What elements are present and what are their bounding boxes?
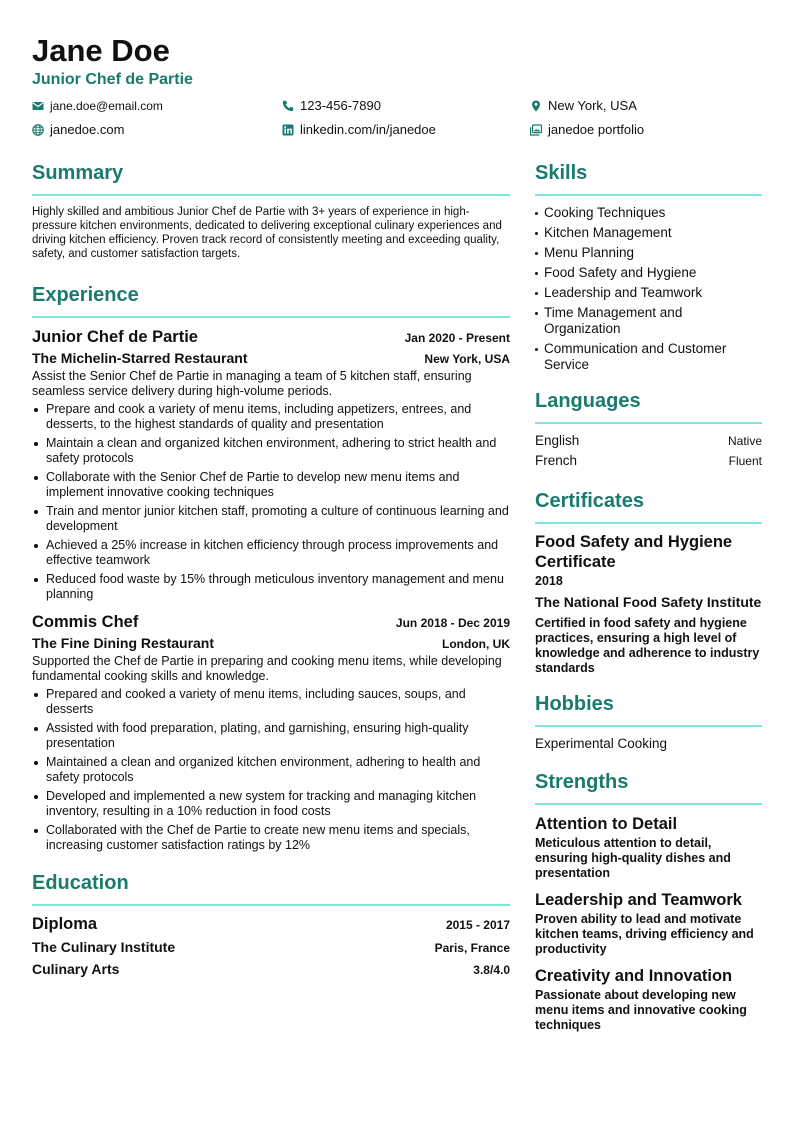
portfolio-icon xyxy=(530,124,542,136)
strength-description: Passionate about developing new menu items and innovative cooking techniques xyxy=(535,988,747,1032)
strength-title: Leadership and Teamwork xyxy=(535,891,742,909)
certificate-description: Certified in food safety and hygiene practices, ensuring a high level of knowledge and adherence to industry standards xyxy=(535,616,760,675)
education-location: Paris, France xyxy=(434,941,510,955)
website-text: janedoe.com xyxy=(50,122,125,137)
summary-section xyxy=(32,159,510,261)
envelope-icon xyxy=(32,100,44,112)
language-name: English xyxy=(535,433,580,448)
job-bullets xyxy=(32,402,510,602)
certificate-name: Food Safety and Hygiene Certificate xyxy=(535,533,733,571)
candidate-title: Junior Chef de Partie xyxy=(32,71,193,88)
education-school: The Culinary Institute xyxy=(32,939,176,955)
location-text: New York, USA xyxy=(548,98,637,113)
job-bullet: Maintained a clean and organized kitchen environment, adhering to health and safety protocols xyxy=(32,755,510,785)
contact-portfolio[interactable] xyxy=(530,122,644,138)
language-name: French xyxy=(535,453,578,468)
contact-website[interactable] xyxy=(32,122,124,138)
summary-heading: Summary xyxy=(32,159,510,196)
job-bullet: Assisted with food preparation, plating, and garnishing, ensuring high-quality presentation xyxy=(32,721,510,751)
languages-heading: Languages xyxy=(535,387,762,424)
summary-text: Highly skilled and ambitious Junior Chef de Partie with 3+ years of experience in high-pressure kitchen environments, dedicated to delivering exceptional culinary experiences and driving kitchen efficiency. Proven track record of consistently meeting and exceeding quality, safety, and customer satisfaction targets. xyxy=(32,206,502,260)
skill-item: Food Safety and Hygiene xyxy=(535,265,762,281)
certificates-section xyxy=(535,487,762,676)
job-dates: Jan 2020 - Present xyxy=(404,331,510,345)
job-location: New York, USA xyxy=(424,352,510,366)
certificate-year: 2018 xyxy=(535,574,563,588)
language-level: Fluent xyxy=(728,454,762,468)
hobbies-heading: Hobbies xyxy=(535,690,762,727)
portfolio-text: janedoe portfolio xyxy=(548,122,645,137)
skill-item: Leadership and Teamwork xyxy=(535,285,762,301)
job-bullet: Train and mentor junior kitchen staff, promoting a culture of continuous learning and development xyxy=(32,504,510,534)
strength-description: Meticulous attention to detail, ensuring high-quality dishes and presentation xyxy=(535,836,731,880)
strength-item xyxy=(535,966,762,1033)
skills-list xyxy=(535,205,762,373)
right-column xyxy=(535,159,762,1033)
strength-title: Creativity and Innovation xyxy=(535,967,733,985)
phone-icon xyxy=(282,100,294,112)
education-gpa: 3.8/4.0 xyxy=(473,963,510,977)
job-bullet: Collaborated with the Chef de Partie to create new menu items and specials, increasing customer satisfaction ratings by 12% xyxy=(32,823,510,853)
education-field: Culinary Arts xyxy=(32,961,120,977)
skills-section xyxy=(535,159,762,373)
contact-location xyxy=(530,98,637,114)
strength-description: Proven ability to lead and motivate kitchen teams, driving efficiency and productivity xyxy=(535,912,754,956)
contact-linkedin[interactable] xyxy=(282,122,436,138)
strengths-heading: Strengths xyxy=(535,768,762,805)
job-title: Commis Chef xyxy=(32,613,139,631)
hobbies-section xyxy=(535,690,762,752)
certificate-issuer: The National Food Safety Institute xyxy=(535,594,762,610)
candidate-name: Jane Doe xyxy=(32,33,170,68)
skill-item: Cooking Techniques xyxy=(535,205,762,221)
skill-item: Time Management and Organization xyxy=(535,305,762,337)
strengths-section xyxy=(535,768,762,1033)
skill-item: Menu Planning xyxy=(535,245,762,261)
job-location: London, UK xyxy=(442,637,510,651)
skill-item: Communication and Customer Service xyxy=(535,341,762,373)
linkedin-text: linkedin.com/in/janedoe xyxy=(300,122,436,137)
contact-phone[interactable] xyxy=(282,98,381,114)
strength-title: Attention to Detail xyxy=(535,815,678,833)
job-bullet: Maintain a clean and organized kitchen environment, adhering to strict health and safety protocols xyxy=(32,436,510,466)
education-degree: Diploma xyxy=(32,915,98,933)
job-dates: Jun 2018 - Dec 2019 xyxy=(395,616,510,630)
experience-section xyxy=(32,281,510,853)
job-company: The Michelin-Starred Restaurant xyxy=(32,350,248,366)
job-bullets xyxy=(32,687,510,853)
strength-item xyxy=(535,814,762,881)
job-description: Supported the Chef de Partie in preparing and cooking menu items, while developing fundamental cooking skills and knowledge. xyxy=(32,654,502,683)
job-bullet: Prepare and cook a variety of menu items, including appetizers, entrees, and desserts, to the highest standards of quality and presentation xyxy=(32,402,510,432)
language-row xyxy=(535,451,762,471)
strength-item xyxy=(535,890,762,957)
job-company: The Fine Dining Restaurant xyxy=(32,635,215,651)
job-title: Junior Chef de Partie xyxy=(32,328,198,346)
languages-list xyxy=(535,431,762,471)
globe-icon xyxy=(32,124,44,136)
experience-heading: Experience xyxy=(32,281,510,318)
education-section xyxy=(32,869,510,979)
experience-entry xyxy=(32,327,510,602)
job-description: Assist the Senior Chef de Partie in managing a team of 5 kitchen staff, ensuring seamless service delivery during high-volume periods. xyxy=(32,369,472,398)
hobby-item: Experimental Cooking xyxy=(535,736,668,751)
skill-item: Kitchen Management xyxy=(535,225,762,241)
job-bullet: Prepared and cooked a variety of menu items, including sauces, soups, and desserts xyxy=(32,687,510,717)
contact-email[interactable] xyxy=(32,98,163,114)
left-column xyxy=(32,159,510,979)
job-bullet: Achieved a 25% increase in kitchen efficiency through process improvements and effective teamwork xyxy=(32,538,510,568)
job-bullet: Reduced food waste by 15% through meticulous inventory management and menu planning xyxy=(32,572,510,602)
map-pin-icon xyxy=(530,100,542,112)
linkedin-icon xyxy=(282,124,294,136)
education-heading: Education xyxy=(32,869,510,906)
phone-text: 123-456-7890 xyxy=(300,98,381,113)
education-entry xyxy=(32,914,510,979)
experience-entry xyxy=(32,612,510,853)
education-dates: 2015 - 2017 xyxy=(445,918,510,932)
language-row xyxy=(535,431,762,451)
job-bullet: Developed and implemented a new system for tracking and managing kitchen inventory, resulting in a 10% reduction in food costs xyxy=(32,789,510,819)
languages-section xyxy=(535,387,762,471)
skills-heading: Skills xyxy=(535,159,762,196)
job-bullet: Collaborate with the Senior Chef de Partie to develop new menu items and implement innovative cooking techniques xyxy=(32,470,510,500)
certificates-heading: Certificates xyxy=(535,487,762,524)
language-level: Native xyxy=(727,434,762,448)
email-text: jane.doe@email.com xyxy=(50,99,163,113)
